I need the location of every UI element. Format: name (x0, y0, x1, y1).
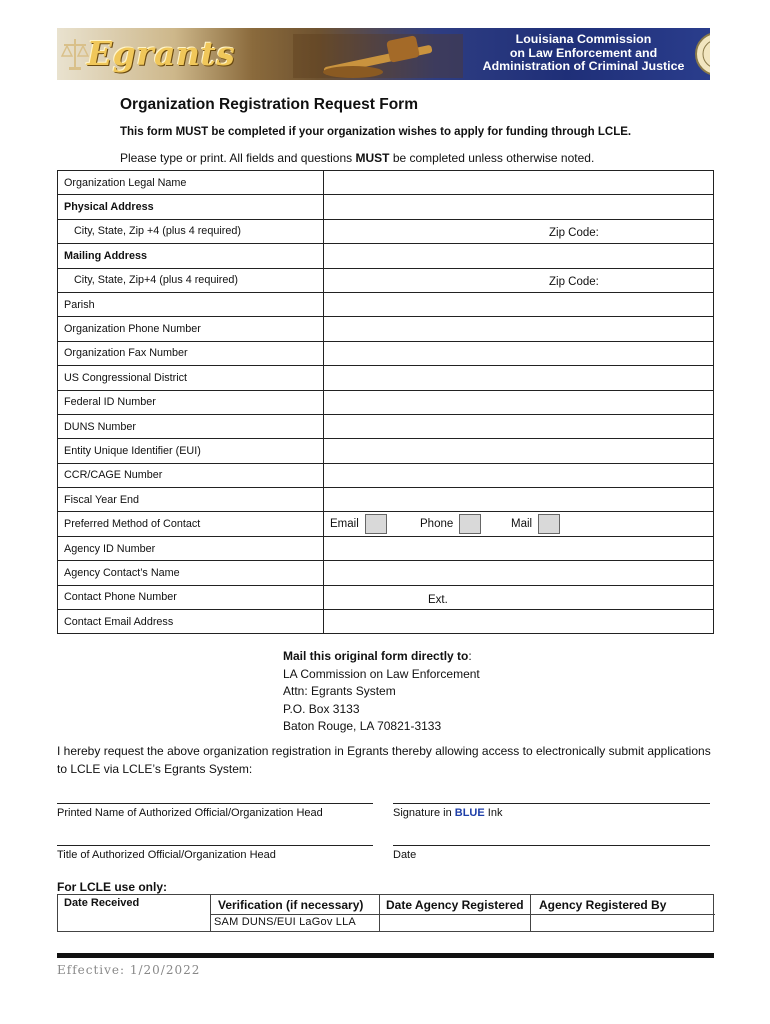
commission-line-1: Louisiana Commission (515, 32, 652, 46)
fax-label: Organization Fax Number (58, 341, 324, 365)
mail-heading-colon: : (468, 649, 472, 663)
commission-line-3: Administration of Criminal Justice (482, 59, 685, 73)
table-row (58, 341, 714, 365)
form-subtitle: This form MUST be completed if your organization wishes to apply for funding through LCLE. (120, 126, 632, 138)
phone-label: Organization Phone Number (58, 317, 324, 341)
mail-option (511, 514, 560, 534)
table-row (58, 268, 714, 292)
date-label: Date (393, 849, 417, 861)
table-row (58, 561, 714, 585)
registered-divider (380, 914, 715, 915)
mail-line: Attn: Egrants System (283, 684, 396, 698)
blue-ink-word: BLUE (454, 807, 485, 819)
table-row (58, 292, 714, 316)
contact-email-input[interactable] (324, 610, 714, 634)
fiscal-year-input[interactable] (324, 488, 714, 512)
eui-input[interactable] (324, 439, 714, 463)
agency-contact-input[interactable] (324, 561, 714, 585)
agency-contact-label: Agency Contact’s Name (58, 561, 324, 585)
mail-checkbox[interactable] (538, 514, 560, 534)
duns-input[interactable] (324, 414, 714, 438)
signature-label-post: Ink (484, 807, 503, 819)
mail-line: P.O. Box 3133 (283, 701, 360, 716)
registered-by-label: Agency Registered By (539, 898, 667, 912)
phone-input[interactable] (324, 317, 714, 341)
phone-checkbox[interactable] (459, 514, 481, 534)
title-label: Title of Authorized Official/Organization Head (57, 849, 276, 861)
mailing-address-input[interactable] (324, 244, 714, 268)
physical-address-label: Physical Address (58, 195, 324, 219)
ext-label: Ext. (428, 593, 448, 606)
table-row (58, 610, 714, 634)
table-row (58, 195, 714, 219)
physical-city-input[interactable] (324, 219, 714, 243)
agency-id-input[interactable] (324, 536, 714, 560)
registration-table (57, 170, 714, 634)
printed-name-line[interactable] (57, 803, 373, 804)
mailing-address-label: Mailing Address (58, 244, 324, 268)
zip-code-label: Zip Code: (549, 226, 599, 239)
table-row (58, 366, 714, 390)
phone-option-label: Phone (420, 518, 454, 531)
mailing-city-input[interactable] (324, 268, 714, 292)
verification-label: Verification (if necessary) (218, 898, 364, 912)
signature-label-pre: Signature in (393, 807, 455, 819)
mailing-instructions (283, 648, 480, 736)
legal-name-label: Organization Legal Name (58, 171, 324, 195)
contact-phone-label: Contact Phone Number (58, 585, 324, 609)
printed-name-label: Printed Name of Authorized Official/Organization Head (57, 807, 323, 819)
footer-rule (57, 953, 714, 958)
date-line[interactable] (393, 845, 710, 846)
contact-phone-input[interactable] (324, 585, 714, 609)
effective-date: Effective: 1/20/2022 (57, 963, 201, 977)
table-row (58, 244, 714, 268)
physical-address-input[interactable] (324, 195, 714, 219)
verification-divider (211, 914, 380, 915)
signature-label (393, 807, 502, 819)
form-instruction (120, 151, 594, 165)
mail-heading: Mail this original form directly to (283, 649, 469, 663)
commission-name (471, 33, 696, 74)
date-received-label: Date Received (64, 897, 140, 909)
email-checkbox[interactable] (365, 514, 387, 534)
parish-input[interactable] (324, 292, 714, 316)
signature-line[interactable] (393, 803, 710, 804)
table-row (58, 536, 714, 560)
eui-label: Entity Unique Identifier (EUI) (58, 439, 324, 463)
contact-method-options (324, 512, 714, 536)
mail-line: Baton Rouge, LA 70821-3133 (283, 719, 442, 733)
federal-id-label: Federal ID Number (58, 390, 324, 414)
table-row (58, 414, 714, 438)
verification-options: SAM DUNS/EUI LaGov LLA (214, 916, 356, 928)
commission-line-2: on Law Enforcement and (509, 45, 658, 60)
table-row (58, 219, 714, 243)
table-row (58, 317, 714, 341)
legal-name-input[interactable] (324, 171, 714, 195)
request-statement: I hereby request the above organization registration in Egrants thereby allowing access to electronically submit applications to LCLE via LCLE’s Egrants System: (57, 744, 711, 776)
duns-label: DUNS Number (58, 414, 324, 438)
fiscal-year-label: Fiscal Year End (58, 488, 324, 512)
egrants-banner (57, 28, 710, 80)
physical-city-label: City, State, Zip +4 (plus 4 required) (58, 219, 324, 243)
mail-option-label: Mail (511, 518, 533, 531)
instruction-text-pre: Please type or print. All fields and questions (120, 151, 356, 165)
ccr-input[interactable] (324, 463, 714, 487)
lcle-use-heading: For LCLE use only: (57, 880, 168, 894)
parish-label: Parish (58, 292, 324, 316)
mailing-city-label: City, State, Zip+4 (plus 4 required) (58, 268, 324, 292)
table-row (58, 390, 714, 414)
fax-input[interactable] (324, 341, 714, 365)
phone-option (420, 514, 481, 534)
federal-id-input[interactable] (324, 390, 714, 414)
mail-heading-line (283, 648, 480, 666)
scales-of-justice-icon (61, 36, 89, 72)
zip-code-label: Zip Code: (549, 275, 599, 288)
district-input[interactable] (324, 366, 714, 390)
contact-email-label: Contact Email Address (58, 610, 324, 634)
form-title: Organization Registration Request Form (120, 96, 418, 113)
instruction-text-bold: MUST (355, 151, 390, 165)
date-registered-label: Date Agency Registered (386, 898, 524, 912)
table-row (58, 171, 714, 195)
table-row (58, 488, 714, 512)
lcle-use-table (57, 894, 714, 932)
agency-id-label: Agency ID Number (58, 536, 324, 560)
egrants-logo-text: Egrants (87, 34, 236, 73)
instruction-text-post: be completed unless otherwise noted. (389, 151, 595, 165)
email-option-label: Email (330, 518, 359, 531)
contact-method-label: Preferred Method of Contact (58, 512, 324, 536)
table-row (58, 512, 714, 536)
table-row (58, 439, 714, 463)
table-row (58, 463, 714, 487)
district-label: US Congressional District (58, 366, 324, 390)
state-seal-icon (694, 31, 710, 77)
mail-line: LA Commission on Law Enforcement (283, 666, 480, 681)
title-line[interactable] (57, 845, 373, 846)
table-row (58, 585, 714, 609)
ccr-label: CCR/CAGE Number (58, 463, 324, 487)
gavel-icon (293, 34, 463, 78)
email-option (330, 514, 387, 534)
